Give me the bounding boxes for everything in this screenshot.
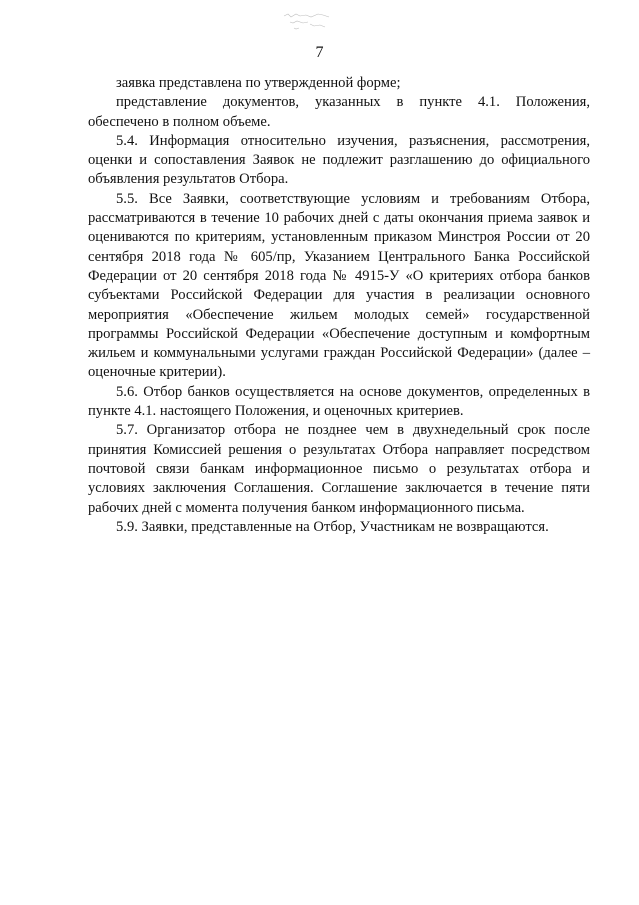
paragraph-5-9: 5.9. Заявки, представленные на Отбор, Участникам не возвращаются. [116, 518, 549, 535]
paragraph-5-7: 5.7. Организатор отбора не позднее чем в двухнедельный срок после принятия Комиссией решения о результатах Отбора направляет посредством почтовой связи банкам информационное письмо о результатах отбора и условиях заключения Соглашения. Соглашение заключается в течение пяти рабочих дней с момента получения банком информационного письма. [88, 422, 590, 516]
paragraph-5-6: 5.6. Отбор банков осуществляется на основе документов, определенных в пункте 4.1. настоящего Положения, и оценочных критериев. [88, 383, 590, 420]
page-number: 7 [315, 44, 324, 61]
body-text [88, 74, 590, 537]
paragraph: заявка представлена по утвержденной форме; [116, 75, 401, 91]
paragraph-5-4: 5.4. Информация относительно изучения, разъяснения, рассмотрения, оценки и сопоставления Заявок не подлежит разглашению до официального объявления результатов Отбора. [88, 132, 590, 188]
scan-artifact [280, 6, 350, 36]
paragraph: представление документов, указанных в пункте 4.1. Положения, обеспечено в полном объеме. [88, 94, 590, 130]
paragraph-5-5: 5.5. Все Заявки, соответствующие условиям и требованиям Отбора, рассматриваются в течение 10 рабочих дней с даты окончания приема заявок и оцениваются по критериям, установленным приказом Минстроя России от 20 сентября 2018 года № 605/пр, Указанием Центрального Банка Российской Федерации от 20 сентября 2018 года № 4915-У «О критериях отбора банков субъектами Российской Федерации для участия в реализации основного мероприятия «Обеспечение жильем молодых семей» государственной программы Российской Федерации «Обеспечение доступным и комфортным жильем и коммунальными услугами граждан Российской Федерации» (далее – оценочные критерии). [88, 190, 590, 381]
